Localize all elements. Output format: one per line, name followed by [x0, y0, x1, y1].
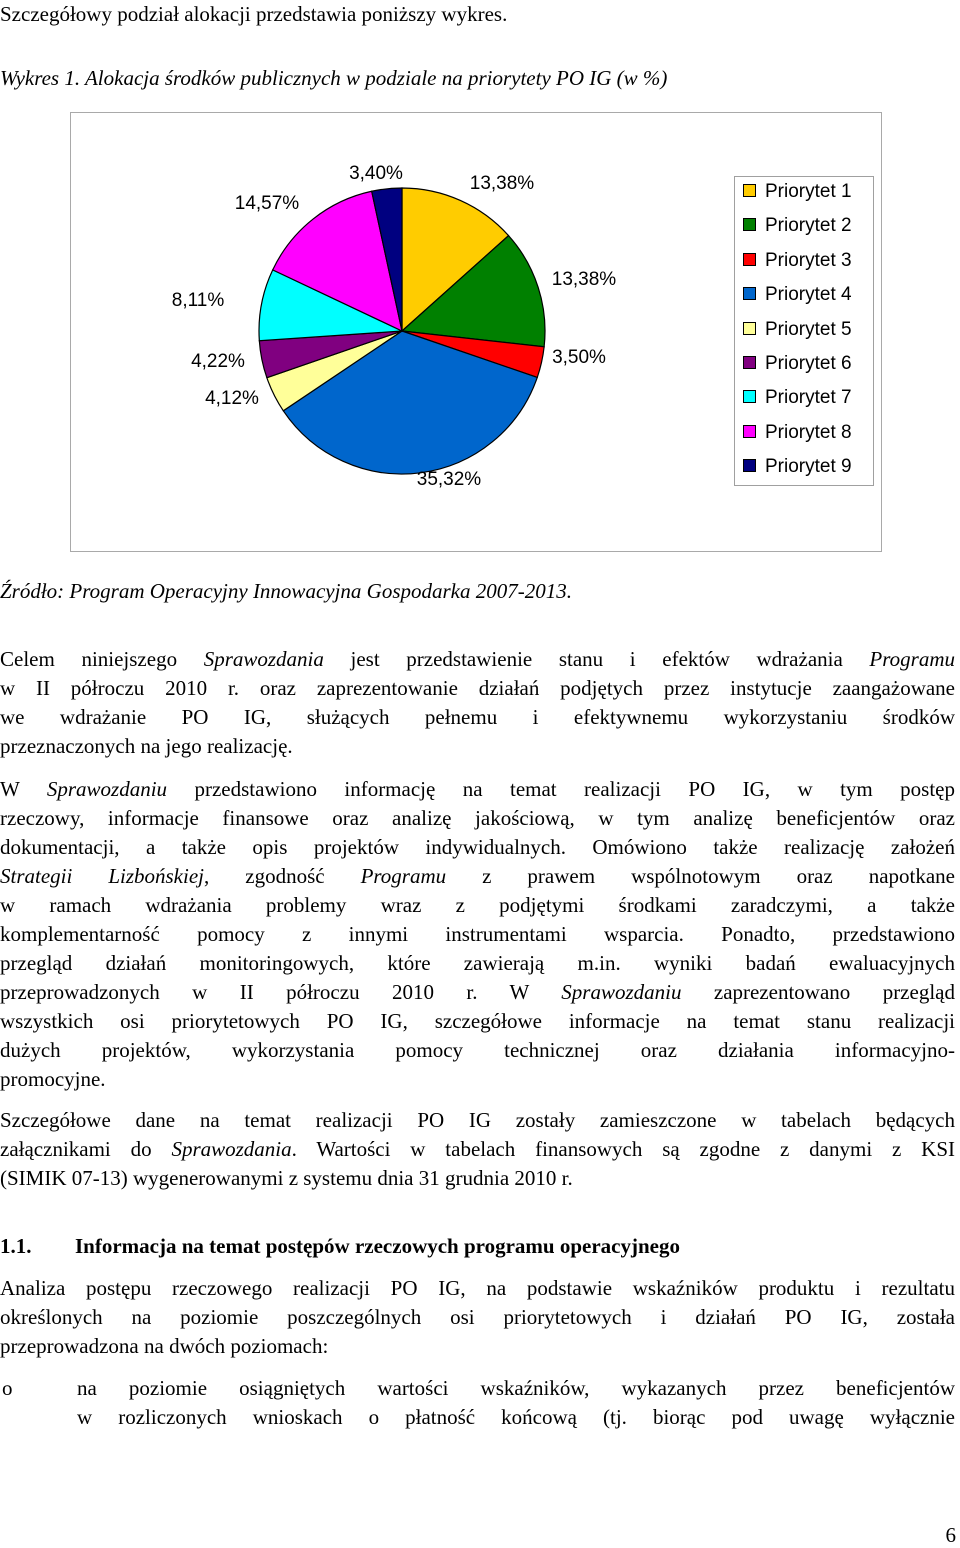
data-label-7: 8,11%	[171, 290, 225, 311]
bullet-line-1: na poziomie osiągniętych wartości wskaźników, wykazanych przez beneficjentów	[77, 1376, 955, 1400]
p2-line-9: wszystkich osi priorytetowych PO IG, szczegółowe informacje na temat stanu realizacji	[0, 1009, 955, 1033]
p2-line-4: Strategii Lizbońskiej, zgodność Programu z prawem wspólnotowym oraz napotkane	[0, 864, 955, 888]
figure-caption: Wykres 1. Alokacja środków publicznych w podziale na priorytety PO IG (w %)	[0, 66, 668, 90]
legend-swatch-3	[743, 253, 756, 266]
bullet-marker: o	[2, 1376, 13, 1400]
p4-line-2: określonych na poziomie poszczególnych osi priorytetowych i działań PO IG, została	[0, 1305, 955, 1329]
p2-line-1: W Sprawozdaniu przedstawiono informację na temat realizacji PO IG, w tym postęp	[0, 777, 955, 801]
legend-label-4: Priorytet 4	[765, 284, 852, 306]
legend-item-2	[743, 215, 852, 237]
section-title: Informacja na temat postępów rzeczowych programu operacyjnego	[75, 1234, 680, 1258]
legend-swatch-7	[743, 390, 756, 403]
intro-text: Szczegółowy podział alokacji przedstawia poniższy wykres.	[0, 2, 508, 26]
legend-label-2: Priorytet 2	[765, 215, 852, 237]
legend-item-4	[743, 284, 852, 306]
legend-label-3: Priorytet 3	[765, 249, 852, 271]
legend-swatch-5	[743, 322, 756, 335]
chart-source: Źródło: Program Operacyjny Innowacyjna Gospodarka 2007-2013.	[0, 579, 572, 603]
legend-swatch-1	[743, 184, 756, 197]
legend-item-3	[743, 250, 852, 272]
p2-line-5: w ramach wdrażania problemy wraz z podjętymi środkami zaradczymi, a także	[0, 893, 955, 917]
p1-line-3: we wdrażanie PO IG, służących pełnemu i efektywnemu wykorzystaniu środków	[0, 705, 955, 729]
data-label-8: 14,57%	[234, 193, 300, 214]
p1-line-4: przeznaczonych na jego realizację.	[0, 734, 293, 758]
legend-label-8: Priorytet 8	[765, 421, 852, 443]
legend-label-7: Priorytet 7	[765, 387, 852, 409]
data-label-9: 3,40%	[349, 163, 403, 184]
legend-label-6: Priorytet 6	[765, 353, 852, 374]
legend-swatch-4	[743, 287, 756, 300]
data-label-6: 4,22%	[191, 351, 245, 372]
p2-line-7: przegląd działań monitoringowych, które zawierają m.in. wyniki badań ewaluacyjnych	[0, 951, 955, 975]
p2-line-2: rzeczowy, informacje finansowe oraz analizę jakościową, w tym analizę beneficjentów oraz	[0, 806, 955, 830]
p1-line-2: w II półroczu 2010 r. oraz zaprezentowanie działań podjętych przez instytucje zaangażowane	[0, 676, 955, 700]
data-label-1: 13,38%	[469, 173, 535, 194]
legend-item-7	[743, 387, 852, 409]
p3-line-2: załącznikami do Sprawozdania. Wartości w tabelach finansowych są zgodne z danymi z KSI	[0, 1137, 955, 1161]
bullet-line-2: w rozliczonych wnioskach o płatność końcową (tj. biorąc pod uwagę wyłącznie	[77, 1405, 955, 1429]
section-number: 1.1.	[0, 1234, 32, 1258]
p1-line-1: Celem niniejszego Sprawozdania jest przedstawienie stanu i efektów wdrażania Programu	[0, 647, 955, 671]
data-label-2: 13,38%	[551, 269, 617, 290]
p2-line-6: komplementarność pomocy z innymi instrumentami wsparcia. Ponadto, przedstawiono	[0, 922, 955, 946]
p4-line-3: przeprowadzona na dwóch poziomach:	[0, 1334, 329, 1358]
data-label-3: 3,50%	[552, 347, 606, 368]
legend-swatch-2	[743, 218, 756, 231]
legend-label-5: Priorytet 5	[765, 318, 852, 340]
legend-item-6	[743, 353, 852, 375]
legend-item-9	[743, 456, 852, 478]
p3-line-3: (SIMIK 07-13) wygenerowanymi z systemu dnia 31 grudnia 2010 r.	[0, 1166, 573, 1190]
data-label-4: 35,32%	[416, 469, 482, 490]
p3-line-1: Szczegółowe dane na temat realizacji PO IG zostały zamieszczone w tabelach będących	[0, 1108, 955, 1132]
p2-line-10: dużych projektów, wykorzystania pomocy technicznej oraz działania informacyjno-	[0, 1038, 955, 1062]
chart-legend	[734, 176, 874, 486]
legend-label-9: Priorytet 9	[765, 456, 852, 478]
legend-label-1: Priorytet 1	[765, 181, 852, 202]
legend-swatch-6	[743, 356, 756, 369]
legend-item-1	[743, 181, 852, 203]
legend-swatch-8	[743, 425, 756, 438]
legend-item-5	[743, 319, 852, 341]
legend-item-8	[743, 422, 852, 444]
p2-line-8: przeprowadzonych w II półroczu 2010 r. W Sprawozdaniu zaprezentowano przegląd	[0, 980, 955, 1004]
p2-line-3: dokumentacji, a także opis projektów indywidualnych. Omówiono także realizację założeń	[0, 835, 955, 859]
data-label-5: 4,12%	[205, 388, 259, 409]
legend-swatch-9	[743, 459, 756, 472]
p2-line-11: promocyjne.	[0, 1067, 106, 1091]
p4-line-1: Analiza postępu rzeczowego realizacji PO IG, na podstawie wskaźników produktu i rezultatu	[0, 1276, 955, 1300]
page-number: 6	[945, 1523, 956, 1547]
chart-frame	[70, 112, 882, 552]
